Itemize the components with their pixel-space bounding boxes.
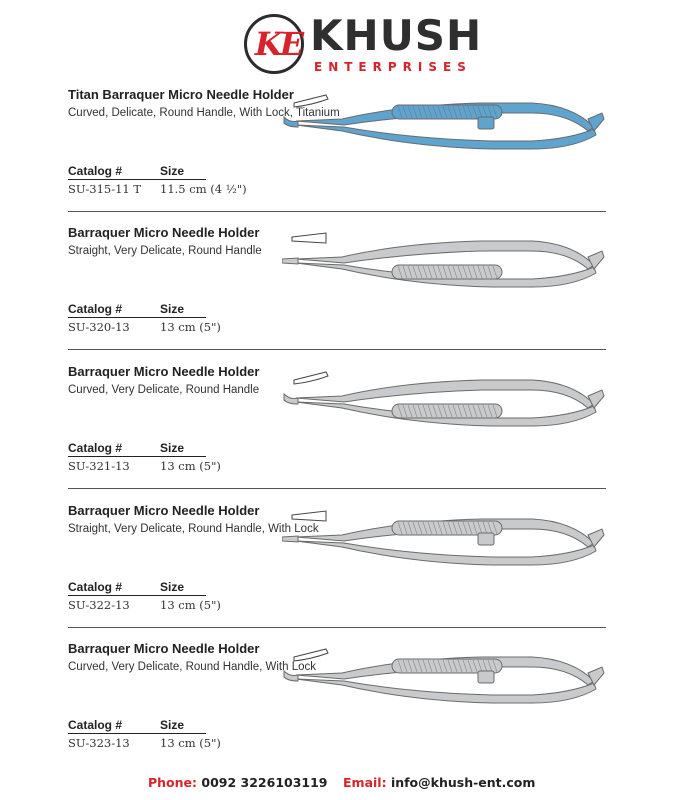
- product-card: [0, 503, 689, 641]
- lower-handle: [296, 125, 596, 149]
- catalog-number: SU-321-13: [68, 459, 130, 473]
- product-size: 13 cm (5"): [160, 598, 221, 612]
- tip-detail-icon: [292, 511, 326, 521]
- email-contact[interactable]: [343, 775, 535, 790]
- needle-holder-image: [282, 221, 612, 301]
- lock-mechanism: [478, 533, 494, 545]
- needle-holder-image: [282, 360, 612, 440]
- phone-label: Phone:: [148, 775, 198, 790]
- catalog-header: Catalog #: [68, 441, 123, 455]
- lower-handle: [296, 679, 596, 703]
- product-size: 13 cm (5"): [160, 320, 221, 334]
- product-title: Titan Barraquer Micro Needle Holder: [68, 87, 294, 102]
- catalog-header: Catalog #: [68, 718, 123, 732]
- product-title: Barraquer Micro Needle Holder: [68, 503, 260, 518]
- section-divider: [68, 349, 606, 350]
- tip-detail-icon: [294, 372, 328, 384]
- jaw-tip: [284, 394, 298, 404]
- lock-mechanism: [478, 671, 494, 683]
- catalog-header: Catalog #: [68, 580, 123, 594]
- header-underline: [68, 733, 206, 734]
- phone-contact: [148, 775, 328, 790]
- jaw-tip: [284, 117, 298, 127]
- logo-monogram: KE: [254, 25, 302, 63]
- tip-detail-icon: [292, 233, 326, 243]
- header-underline: [68, 595, 206, 596]
- size-header: Size: [160, 302, 185, 316]
- header-underline: [68, 179, 206, 180]
- phone-number: 0092 3226103119: [201, 775, 328, 790]
- product-size: 13 cm (5"): [160, 736, 221, 750]
- jaw-tip: [282, 536, 298, 542]
- header-underline: [68, 456, 206, 457]
- section-divider: [68, 211, 606, 212]
- product-description: Straight, Very Delicate, Round Handle, With Lock: [68, 523, 319, 535]
- size-header: Size: [160, 441, 185, 455]
- tip-detail-icon: [294, 95, 328, 107]
- lock-mechanism: [478, 117, 494, 129]
- size-header: Size: [160, 164, 185, 178]
- section-divider: [68, 627, 606, 628]
- product-title: Barraquer Micro Needle Holder: [68, 364, 260, 379]
- product-description: Curved, Very Delicate, Round Handle: [68, 384, 260, 396]
- size-header: Size: [160, 718, 185, 732]
- product-size: 13 cm (5"): [160, 459, 221, 473]
- product-title: Barraquer Micro Needle Holder: [68, 641, 260, 656]
- brand-name: KHUSH: [310, 11, 483, 60]
- product-title: Barraquer Micro Needle Holder: [68, 225, 260, 240]
- catalog-number: SU-322-13: [68, 598, 130, 612]
- section-divider: [68, 488, 606, 489]
- catalog-number: SU-320-13: [68, 320, 130, 334]
- product-description: Straight, Very Delicate, Round Handle: [68, 245, 262, 257]
- jaw-tip: [284, 671, 298, 681]
- product-card: [0, 87, 689, 225]
- tip-detail-icon: [294, 649, 328, 661]
- product-card: [0, 225, 689, 363]
- needle-holder-image: [282, 499, 612, 579]
- product-description: Curved, Very Delicate, Round Handle, With Lock: [68, 661, 317, 673]
- catalog-header: Catalog #: [68, 302, 123, 316]
- header-underline: [68, 317, 206, 318]
- catalog-number: SU-323-13: [68, 736, 130, 750]
- jaw-tip: [282, 258, 298, 264]
- logo-emblem: [244, 14, 304, 74]
- email-label: Email:: [343, 775, 387, 790]
- size-header: Size: [160, 580, 185, 594]
- product-card: [0, 364, 689, 502]
- brand-subtitle: ENTERPRISES: [314, 60, 472, 74]
- brand-logo: [244, 11, 483, 80]
- needle-holder-image: [282, 83, 612, 163]
- lower-handle: [296, 541, 596, 565]
- email-address[interactable]: info@khush-ent.com: [390, 775, 536, 790]
- needle-holder-image: [282, 637, 612, 717]
- product-card: [0, 641, 689, 779]
- catalog-header: Catalog #: [68, 164, 123, 178]
- product-description: Curved, Delicate, Round Handle, With Lock, Titanium: [68, 107, 340, 119]
- product-size: 11.5 cm (4 ½"): [160, 182, 247, 196]
- catalog-number: SU-315-11 T: [68, 182, 142, 196]
